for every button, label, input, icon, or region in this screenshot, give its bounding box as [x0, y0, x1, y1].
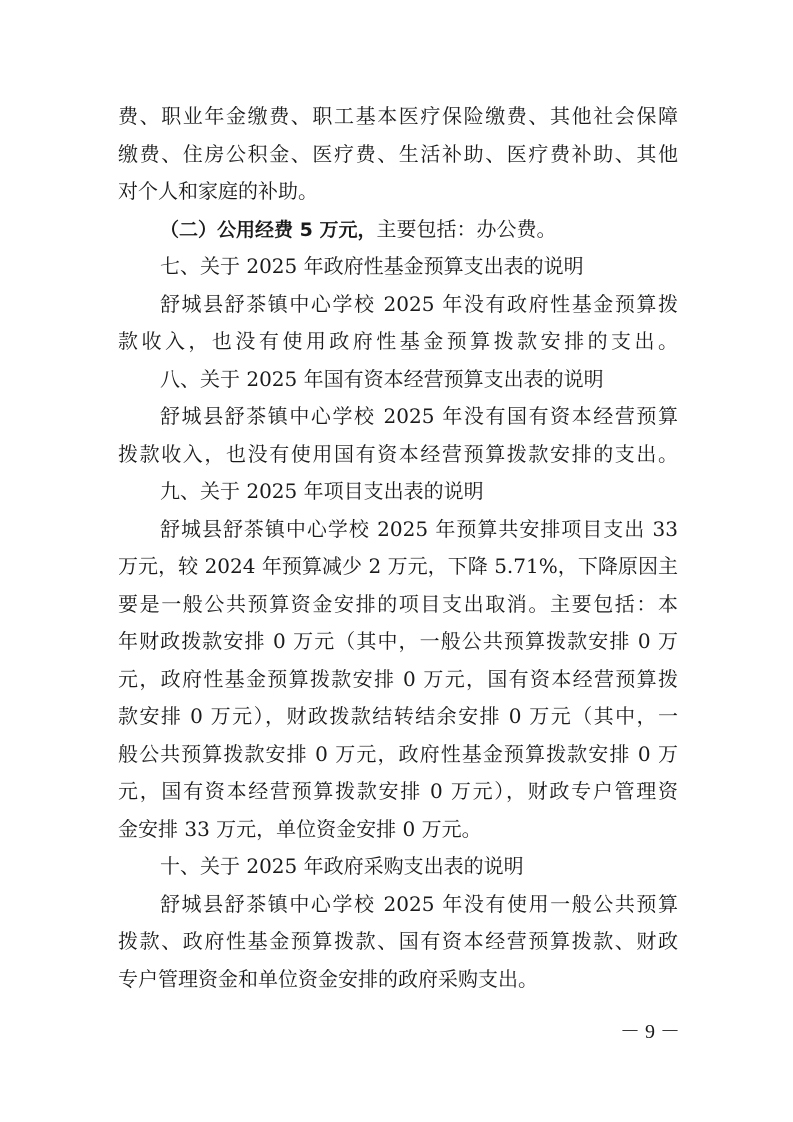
paragraph-line: 年财政拨款安排 0 万元（其中，一般公共预算拨款安排 0 万: [118, 629, 678, 653]
public-funds-line: [118, 211, 678, 249]
document-body: [118, 98, 678, 998]
paragraph-line: 舒城县舒茶镇中心学校 2025 年没有国有资本经营预算: [160, 404, 678, 428]
section-heading-9: 九、关于 2025 年项目支出表的说明: [160, 479, 484, 503]
paragraph-line: 拨款、政府性基金预算拨款、国有资本经营预算拨款、财政: [118, 929, 678, 953]
paragraph-line: 缴费、住房公积金、医疗费、生活补助、医疗费补助、其他: [118, 141, 678, 166]
paragraph-line: 专户管理资金和单位资金安排的政府采购支出。: [118, 966, 538, 991]
paragraph-line: 金安排 33 万元，单位资金安排 0 万元。: [118, 816, 482, 841]
paragraph-line: 费、职业年金缴费、职工基本医疗保险缴费、其他社会保障: [118, 104, 678, 128]
public-funds-label: （二）公用经费 5 万元，: [160, 218, 377, 241]
paragraph-line: 舒城县舒茶镇中心学校 2025 年预算共安排项目支出 33: [160, 516, 678, 541]
section-heading-7: 七、关于 2025 年政府性基金预算支出表的说明: [160, 254, 584, 278]
paragraph-line: 款收入，也没有使用政府性基金预算拨款安排的支出。: [118, 329, 678, 353]
paragraph-line: 元，政府性基金预算拨款安排 0 万元，国有资本经营预算拨: [118, 666, 678, 691]
paragraph-line: 舒城县舒茶镇中心学校 2025 年没有政府性基金预算拨: [160, 291, 678, 316]
paragraph-line: 拨款收入，也没有使用国有资本经营预算拨款安排的支出。: [118, 441, 678, 466]
section-heading-8: 八、关于 2025 年国有资本经营预算支出表的说明: [160, 366, 604, 391]
paragraph-line: 般公共预算拨款安排 0 万元，政府性基金预算拨款安排 0 万: [118, 741, 678, 766]
paragraph-line: 款安排 0 万元），财政拨款结转结余安排 0 万元（其中，一: [118, 704, 678, 728]
public-funds-text: 主要包括：办公费。: [376, 216, 557, 241]
section-heading-10: 十、关于 2025 年政府采购支出表的说明: [160, 854, 524, 878]
paragraph-line: 要是一般公共预算资金安排的项目支出取消。主要包括：本: [118, 591, 678, 616]
paragraph-line: 万元，较 2024 年预算减少 2 万元，下降 5.71%，下降原因主: [118, 554, 678, 578]
paragraph-line: 对个人和家庭的补助。: [118, 179, 318, 203]
paragraph-line: 元，国有资本经营预算拨款安排 0 万元），财政专户管理资: [118, 779, 678, 803]
page-number: － 9 －: [620, 1021, 680, 1043]
paragraph-line: 舒城县舒茶镇中心学校 2025 年没有使用一般公共预算: [160, 891, 678, 916]
